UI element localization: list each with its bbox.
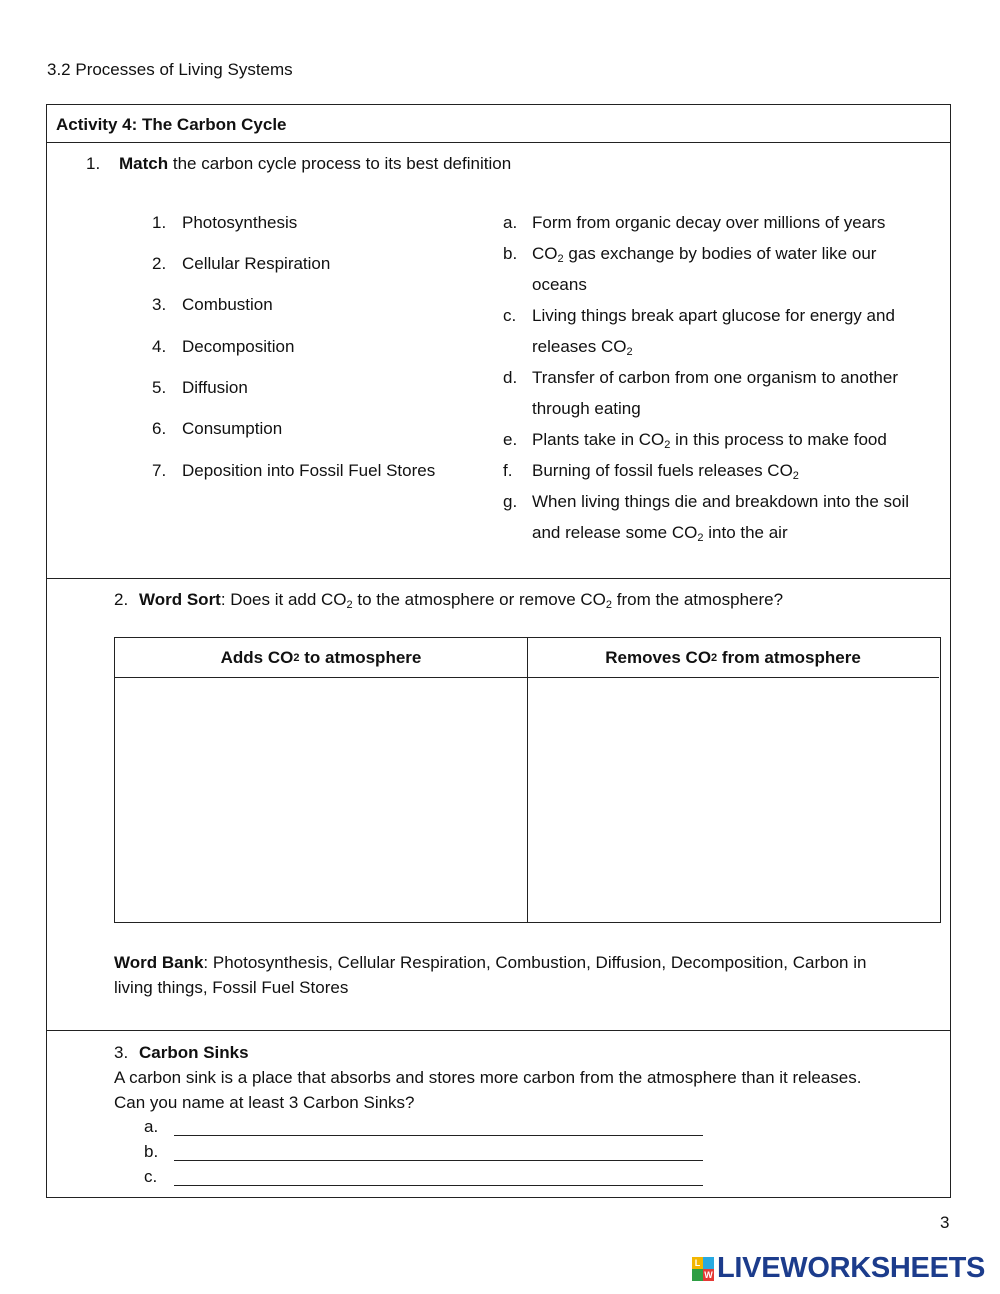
process-consumption: Consumption xyxy=(182,419,283,438)
definition-letter: f. xyxy=(503,461,513,480)
definition-letter: g. xyxy=(503,492,518,511)
definition-letter: a. xyxy=(503,213,518,232)
definition-b-text: CO xyxy=(532,244,558,263)
word-sort-table xyxy=(114,637,941,923)
logo-mark-tile xyxy=(703,1257,714,1269)
liveworksheets-logo xyxy=(692,1252,985,1285)
process-combustion: Combustion xyxy=(182,295,273,314)
q3-title: Carbon Sinks xyxy=(139,1043,249,1062)
section-label: 3.2 Processes of Living Systems xyxy=(47,60,293,79)
word-bank-label: Word Bank xyxy=(114,953,204,972)
logo-mark-tile xyxy=(692,1269,703,1281)
q2-prompt-text: from the atmosphere? xyxy=(616,590,784,609)
column-header-text: to atmosphere xyxy=(304,647,422,667)
adds-drop-zone[interactable] xyxy=(115,678,527,921)
process-photosynthesis: Photosynthesis xyxy=(182,213,298,232)
definition-letter: b. xyxy=(503,244,518,263)
q3-line2: Can you name at least 3 Carbon Sinks? xyxy=(114,1093,415,1112)
process-number: 2. xyxy=(152,254,167,273)
process-number: 7. xyxy=(152,461,167,480)
process-number: 6. xyxy=(152,419,167,438)
definition-d: Transfer of carbon from one organism to another xyxy=(532,368,898,387)
definition-b xyxy=(532,244,876,264)
definition-c-text: releases CO xyxy=(532,337,627,356)
column-header-text: Adds CO xyxy=(220,647,294,667)
logo-mark-tile: W xyxy=(704,1269,713,1280)
subscript: 2 xyxy=(697,532,704,544)
definition-letter: e. xyxy=(503,430,518,449)
subscript: 2 xyxy=(346,599,353,611)
answer-letter: b. xyxy=(144,1142,159,1161)
definition-b-text: gas exchange by bodies of water like our xyxy=(568,244,877,263)
subscript: 2 xyxy=(664,439,671,451)
subscript: 2 xyxy=(605,599,613,611)
definition-a: Form from organic decay over millions of years xyxy=(532,213,886,232)
definition-letter: d. xyxy=(503,368,518,387)
word-bank xyxy=(114,950,934,1000)
definition-f-text: Burning of fossil fuels releases CO xyxy=(532,461,793,480)
definition-g-text: and release some CO xyxy=(532,523,698,542)
answer-line-c[interactable] xyxy=(174,1185,703,1186)
definition-g-text: into the air xyxy=(708,523,788,542)
definition-f xyxy=(532,461,799,481)
q2-number: 2. xyxy=(114,590,129,609)
subscript: 2 xyxy=(792,470,799,482)
subscript: 2 xyxy=(626,346,633,358)
q1-prompt-text: the carbon cycle process to its best definition xyxy=(172,154,512,173)
definition-g-cont xyxy=(532,523,788,543)
logo-mark-icon xyxy=(692,1257,714,1281)
activity-title: Activity 4: The Carbon Cycle xyxy=(56,115,287,134)
divider-q2 xyxy=(47,1030,951,1031)
removes-drop-zone[interactable] xyxy=(528,678,939,921)
definition-letter: c. xyxy=(503,306,517,325)
q1-number: 1. xyxy=(86,154,101,173)
definition-c: Living things break apart glucose for energy and xyxy=(532,306,895,325)
divider-title xyxy=(47,142,951,143)
definition-b-cont: oceans xyxy=(532,275,587,294)
q2-prompt-text: to the atmosphere or remove CO xyxy=(357,590,606,609)
answer-line-b[interactable] xyxy=(174,1160,703,1161)
word-bank-text: living things, Fossil Fuel Stores xyxy=(114,978,349,997)
process-fossil-fuel-deposition: Deposition into Fossil Fuel Stores xyxy=(182,461,436,480)
q2-prompt xyxy=(139,590,783,610)
process-cellular-respiration: Cellular Respiration xyxy=(182,254,331,273)
process-number: 3. xyxy=(152,295,167,314)
q3-line1: A carbon sink is a place that absorbs and stores more carbon from the atmosphere than it releases. xyxy=(114,1068,862,1087)
column-header-removes: Removes CO 2 from atmosphere xyxy=(527,638,939,678)
process-diffusion: Diffusion xyxy=(182,378,248,397)
definition-e xyxy=(532,430,887,450)
answer-line-a[interactable] xyxy=(174,1135,703,1136)
logo-mark-tile: L xyxy=(692,1257,703,1269)
process-number: 4. xyxy=(152,337,167,356)
page-number: 3 xyxy=(940,1213,950,1232)
process-number: 5. xyxy=(152,378,167,397)
definition-d-cont: through eating xyxy=(532,399,641,418)
q1-keyword: Match xyxy=(119,154,169,173)
divider-q1 xyxy=(47,578,951,579)
process-number: 1. xyxy=(152,213,167,232)
q2-prompt-text: : Does it add CO xyxy=(220,590,347,609)
process-decomposition: Decomposition xyxy=(182,337,295,356)
q2-keyword: Word Sort xyxy=(139,590,221,609)
column-header-text: from atmosphere xyxy=(721,647,861,667)
answer-letter: a. xyxy=(144,1117,159,1136)
subscript: 2 xyxy=(557,253,564,265)
logo-wordmark: LIVEWORKSHEETS xyxy=(717,1252,986,1284)
word-bank-text: : Photosynthesis, Cellular Respiration, Combustion, Diffusion, Decomposition, Carbon in xyxy=(203,953,867,972)
column-header-text: Removes CO xyxy=(605,647,712,667)
definition-g: When living things die and breakdown into the soil xyxy=(532,492,910,511)
definition-e-text: Plants take in CO xyxy=(532,430,665,449)
q3-number: 3. xyxy=(114,1043,129,1062)
definition-e-text: in this process to make food xyxy=(675,430,887,449)
column-header-adds: Adds CO 2 to atmosphere xyxy=(115,638,527,678)
q1-prompt xyxy=(119,154,511,174)
definition-c-cont xyxy=(532,337,633,357)
answer-letter: c. xyxy=(144,1167,158,1186)
